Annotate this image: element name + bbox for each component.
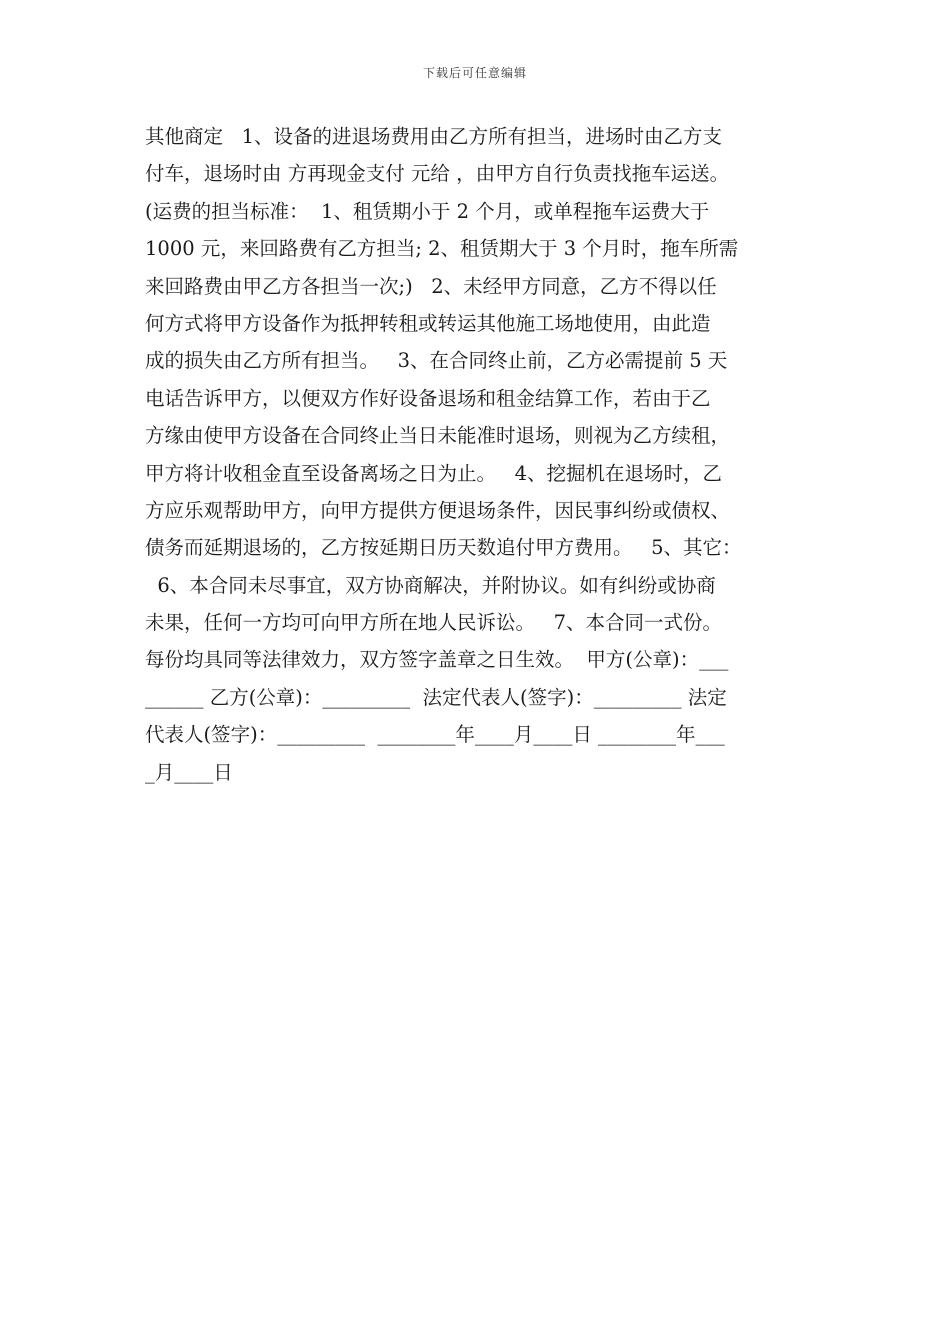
text-line: 方应乐观帮助甲方，向甲方提供方便退场条件，因民事纠纷或债权、 [145,498,731,522]
text-line: 成的损失由乙方所有担当。 3、在合同终止前，乙方必需提前 5 天 [145,349,728,373]
page-header: 下载后可任意编辑 [422,66,527,80]
text-line: 6、本合同未尽事宜，双方协商解决，并附协议。如有纠纷或协商 [145,573,716,597]
text-line: 何方式将甲方设备作为抵押转租或转运其他施工场地使用，由此造 [145,311,711,335]
text-line: 其他商定 1、设备的进退场费用由乙方所有担当，进场时由乙方支 [145,125,723,148]
text-line: (运费的担当标准： 1、租赁期小于 2 个月，或单程拖车运费大于 [145,199,710,223]
document-body [145,118,815,791]
signature-line: 代表人(签字)：_________ ________年____月____日 ________年___ [145,723,725,747]
signature-line: ______ 乙方(公章)：_________ 法定代表人(签字)：_________ 法定 [145,685,727,709]
text-line: 未果，任何一方均可向甲方所在地人民诉讼。 7、本合同一式份。 [145,611,723,635]
text-line: 来回路费由甲乙方各担当一次;) 2、未经甲方同意，乙方不得以任 [145,274,717,298]
text-line: 甲方将计收租金直至设备离场之日为止。 4、挖掘机在退场时，乙 [145,461,723,485]
text-line: 电话告诉甲方，以便双方作好设备退场和租金结算工作，若由于乙 [145,386,711,410]
text-line: 方缘由使甲方设备在合同终止当日未能准时退场，则视为乙方续租， [145,424,731,448]
text-line: 付车，退场时由 方再现金支付 元给 ，由甲方自行负责找拖车运送。 [145,162,730,186]
text-line: 1000 元，来回路费有乙方担当; 2、租赁期大于 3 个月时，拖车所需 [145,237,739,261]
text-line: 每份均具同等法律效力，双方签字盖章之日生效。 甲方(公章)：___ [145,648,729,672]
date-line: _月____日 [145,760,233,784]
text-line: 债务而延期退场的，乙方按延期日历天数追付甲方费用。 5、其它： [145,536,742,560]
